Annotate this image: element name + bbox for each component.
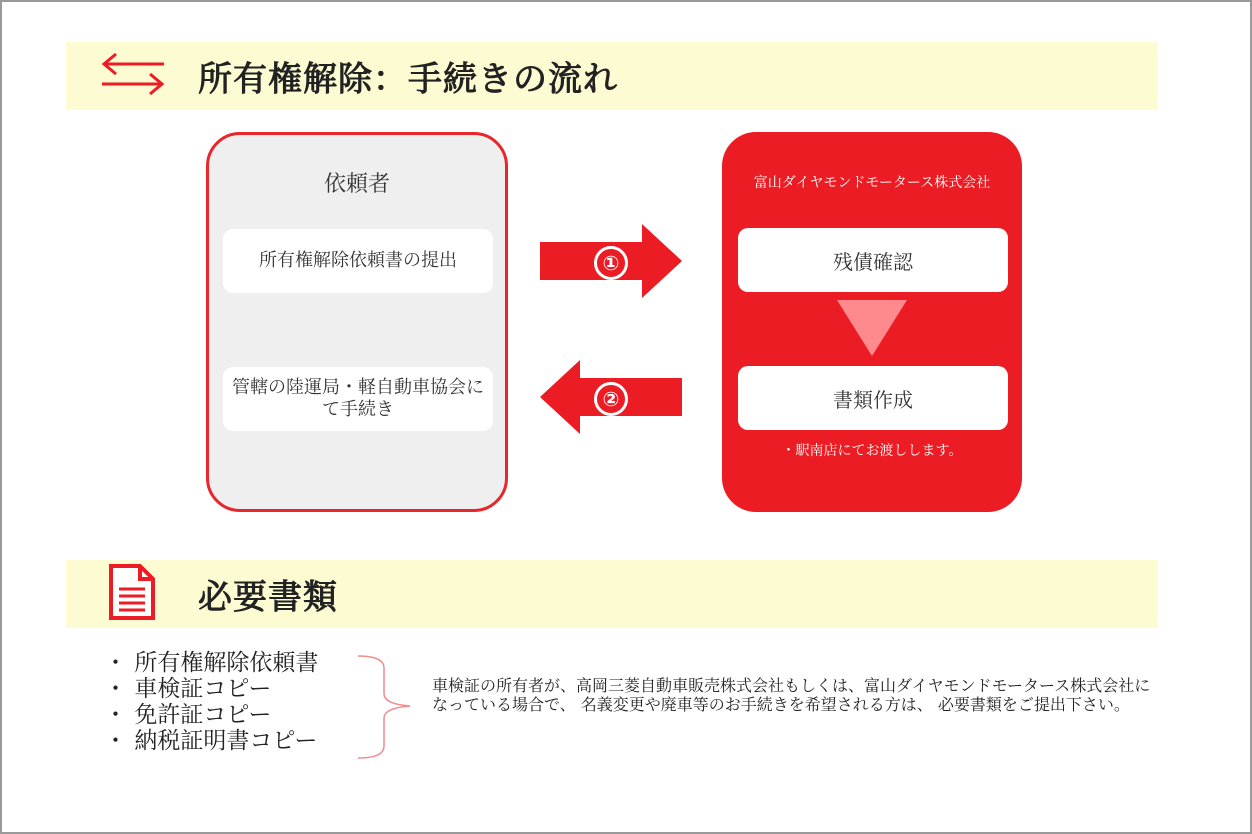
down-triangle-icon [837, 300, 907, 360]
list-item: ・ 免許証コピー [104, 702, 272, 728]
requester-step-procedure: 管轄の陸運局・軽自動車協会にて手続き [223, 367, 493, 431]
step-two-label: ② [594, 382, 628, 416]
documents-section-title: 必要書類 [198, 577, 338, 618]
list-item: ・ 車検証コピー [104, 676, 272, 702]
requester-panel [206, 132, 508, 512]
company-note: ・駅南店にてお渡しします。 [781, 443, 963, 459]
list-item: ・ 納税証明書コピー [104, 728, 318, 754]
documents-note: 車検証の所有者が、高岡三菱自動車販売株式会社もしくは、富山ダイヤモンドモータース株式会社になっている場合で、 名義変更や廃車等のお手続きを希望される方は、 必要書類をご提出下さい。 [432, 676, 1151, 714]
requester-step-submit: 所有権解除依頼書の提出 [223, 229, 493, 293]
step-one-label: ① [594, 246, 628, 280]
back-arrow [540, 360, 682, 438]
company-title: 富山ダイヤモンドモータース株式会社 [753, 175, 991, 191]
required-documents-list [104, 650, 318, 754]
company-panel [722, 132, 1022, 512]
forward-arrow [540, 224, 682, 302]
flow-section-title: 所有権解除：手続きの流れ [198, 59, 618, 100]
documents-section-banner [66, 560, 1158, 628]
list-item: ・ 所有権解除依頼書 [104, 650, 319, 676]
curly-bracket-icon [356, 654, 412, 764]
requester-title: 依頼者 [323, 172, 390, 197]
company-step-documents: 書類作成 [738, 366, 1008, 430]
flow-section-banner [66, 42, 1158, 110]
company-step-balance-check: 残債確認 [738, 228, 1008, 292]
document-icon [108, 563, 156, 625]
exchange-arrows-icon [98, 48, 168, 104]
